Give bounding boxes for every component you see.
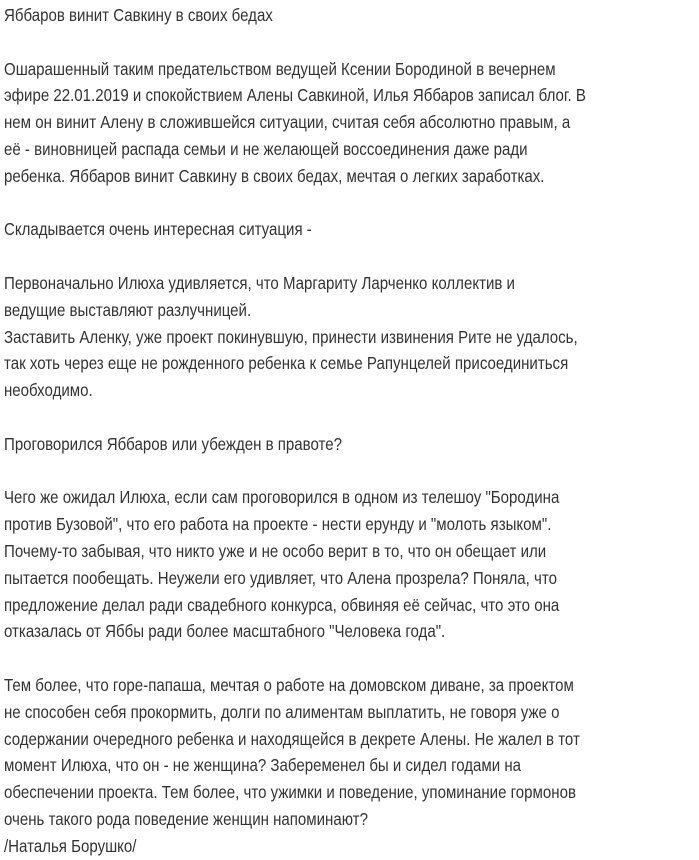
text-line: очень такого рода поведение женщин напоминают? — [4, 808, 368, 829]
text-line: так хоть через еще не рожденного ребенка к семье Рапунцелей присоединиться — [4, 353, 569, 374]
text-line: Проговорился Яббаров или убежден в правоте? — [4, 433, 342, 454]
paragraph-subheading — [4, 431, 699, 458]
spacer — [4, 404, 699, 431]
spacer — [4, 645, 699, 672]
text-line: ведущие выставляют разлучницей. — [4, 299, 252, 320]
spacer — [4, 458, 699, 485]
text-line: Тем более, что горе-папаша, мечтая о работе на домовском диване, за проектом — [4, 674, 574, 695]
author-signature: /Наталья Борушко/ — [4, 835, 137, 856]
text-line: Почему-то забывая, что никто уже и не особо верит в то, что он обещает или — [4, 540, 547, 561]
paragraph-situation — [4, 216, 699, 243]
paragraph-initially — [4, 270, 699, 404]
text-line: против Бузовой", что его работа на проекте - нести ерунду и "молоть языком". — [4, 514, 552, 535]
spacer — [4, 29, 699, 56]
paragraph-conclusion — [4, 672, 699, 860]
text-line: эфире 22.01.2019 и спокойствием Алены Савкиной, Илья Яббаров записал блог. В — [4, 85, 586, 106]
text-line: Первоначально Илюха удивляется, что Маргариту Ларченко коллектив и — [4, 272, 515, 293]
text-line: предложение делал ради свадебного конкурса, обвиняя её сейчас, что это она — [4, 594, 560, 615]
text-line: Ошарашенный таким предательством ведущей Ксении Бородиной в вечернем — [4, 58, 556, 79]
text-line: Складывается очень интересная ситуация - — [4, 219, 312, 240]
article-title: Яббаров винит Савкину в своих бедах — [4, 5, 273, 25]
text-line: обеспечении проекта. Тем более, что ужимки и поведение, упоминание гормонов — [4, 782, 576, 803]
text-line: момент Илюха, что он - не женщина? Забеременел бы и сидел годами на — [4, 755, 522, 776]
text-line: отказалась от Яббы ради более масштабного "Человека года". — [4, 621, 446, 642]
paragraph-intro — [4, 56, 699, 190]
text-line: Заставить Аленку, уже проект покинувшую, принести извинения Рите не удалось, — [4, 326, 578, 347]
text-line: её - виновницей распада семьи и не желающей воссоединения даже ради — [4, 138, 528, 159]
spacer — [4, 243, 699, 270]
text-line: пытается пообещать. Неужели его удивляет, что Алена прозрела? Поняла, что — [4, 567, 557, 588]
text-line: не способен себя прокормить, долги по алиментам выплатить, не говоря уже о — [4, 701, 560, 722]
text-line: содержании очередного ребенка и находящейся в декрете Алены. Не жалел в тот — [4, 728, 580, 749]
paragraph-expectation — [4, 484, 699, 645]
text-line: Чего же ожидал Илюха, если сам проговорился в одном из телешоу "Бородина — [4, 487, 560, 508]
spacer — [4, 190, 699, 217]
text-line: необходимо. — [4, 380, 93, 401]
text-line: нем он винит Алену в сложившейся ситуации, считая себя абсолютно правым, а — [4, 112, 571, 133]
text-line: ребенка. Яббаров винит Савкину в своих бедах, мечтая о легких заработках. — [4, 165, 545, 186]
